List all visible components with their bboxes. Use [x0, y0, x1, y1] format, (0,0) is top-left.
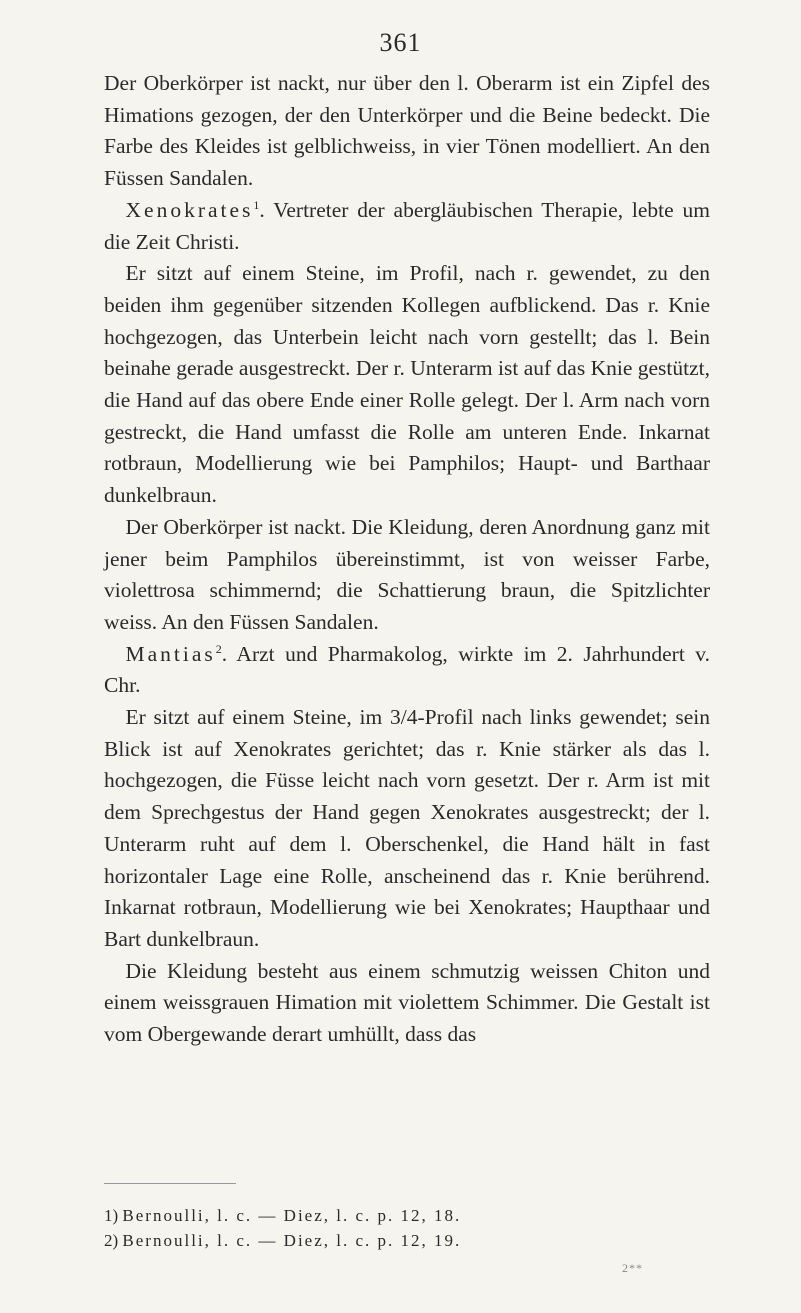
- footnote-marker: 1): [104, 1206, 119, 1225]
- paragraph: Der Oberkörper ist nackt. Die Kleidung, deren Anordnung ganz mit jener beim Pamphilos übereinstimmt, ist von weisser Farbe, violettrosa schimmernd; die Schattierung braun, die Spitzlichter weiss. An den Füssen Sandalen.: [104, 514, 710, 634]
- page-number: 361: [379, 28, 422, 57]
- paragraph-text: -Profil nach links gewendet; sein Blick ist auf Xenokrates gerichtet; das r. Knie stärker als das l. hochgezogen, die Füsse leicht nach vorn gesetzt. Der r. Arm ist mit dem Sprechgestus der Hand gegen Xenokrates ausgestreckt; der l. Unterarm ruht auf dem l. Oberschenkel, die Hand hält in fast horizontaler Lage eine Rolle, anscheinend das r. Knie berührend. Inkarnat rotbraun, Modellierung wie bei Xenokrates; Haupthaar und Bart dunkelbraun.: [104, 705, 710, 951]
- footnote-author: Bernoulli: [122, 1206, 205, 1225]
- name-mantias: Mantias: [125, 641, 216, 666]
- footnote-author: Diez: [283, 1231, 324, 1250]
- paragraph: Die Kleidung besteht aus einem schmutzig weissen Chiton und einem weissgrauen Himation mit violettem Schimmer. Die Gestalt ist vom Obergewande derart umhüllt, dass das: [104, 958, 710, 1047]
- paragraph: Der Oberkörper ist nackt, nur über den l. Oberarm ist ein Zipfel des Himations gezogen, der den Unterkörper und die Beine bedeckt. Die Farbe des Kleides ist gelblichweiss, in vier Tönen modelliert. An den Füssen Sandalen.: [104, 71, 710, 191]
- paragraph-text: . Vertreter der abergläubischen Therapie, lebte um die Zeit Christi.: [104, 197, 710, 254]
- footnote-divider: [104, 1183, 236, 1184]
- footnote: [104, 1228, 710, 1253]
- paragraph: [104, 702, 710, 956]
- paragraph-mantias: [104, 639, 710, 702]
- paragraph-xenokrates: [104, 195, 710, 258]
- footnote-text: , l. c. —: [204, 1206, 284, 1225]
- fraction: 3/4: [389, 705, 418, 730]
- paragraph: Er sitzt auf einem Steine, im Profil, nach r. gewendet, zu den beiden ihm gegenüber sitzenden Kollegen aufblickend. Das r. Knie hochgezogen, das Unterbein leicht nach vorn gestellt; das l. Bein beinahe gerade ausgestreckt. Der r. Unterarm ist auf das Knie gestützt, die Hand auf das obere Ende einer Rolle gelegt. Der l. Arm nach vorn gestreckt, die Hand umfasst die Rolle am unteren Ende. Inkarnat rotbraun, Modellierung wie bei Pamphilos; Haupt- und Barthaar dunkelbraun.: [104, 261, 710, 508]
- body-text: [104, 68, 710, 1051]
- footnote-text: , l. c. p. 12, 18.: [323, 1206, 462, 1225]
- footnote-marker: 2): [104, 1231, 119, 1250]
- paragraph-text: . Arzt und Pharmakolog, wirkte im 2. Jahrhundert v. Chr.: [104, 641, 710, 698]
- footnote-text: , l. c. p. 12, 19.: [323, 1231, 462, 1250]
- footnotes: [104, 1203, 710, 1253]
- paragraph-text: Er sitzt auf einem Steine, im: [125, 705, 390, 730]
- footnote-ref: 1: [253, 197, 260, 212]
- signature-mark: 2**: [622, 1261, 643, 1275]
- footnote-author: Bernoulli: [122, 1231, 205, 1250]
- footnote-author: Diez: [283, 1206, 324, 1225]
- footnote-text: , l. c. —: [204, 1231, 284, 1250]
- footnote: [104, 1203, 710, 1228]
- name-xenokrates: Xenokrates: [125, 197, 254, 222]
- footnote-ref: 2: [215, 641, 222, 656]
